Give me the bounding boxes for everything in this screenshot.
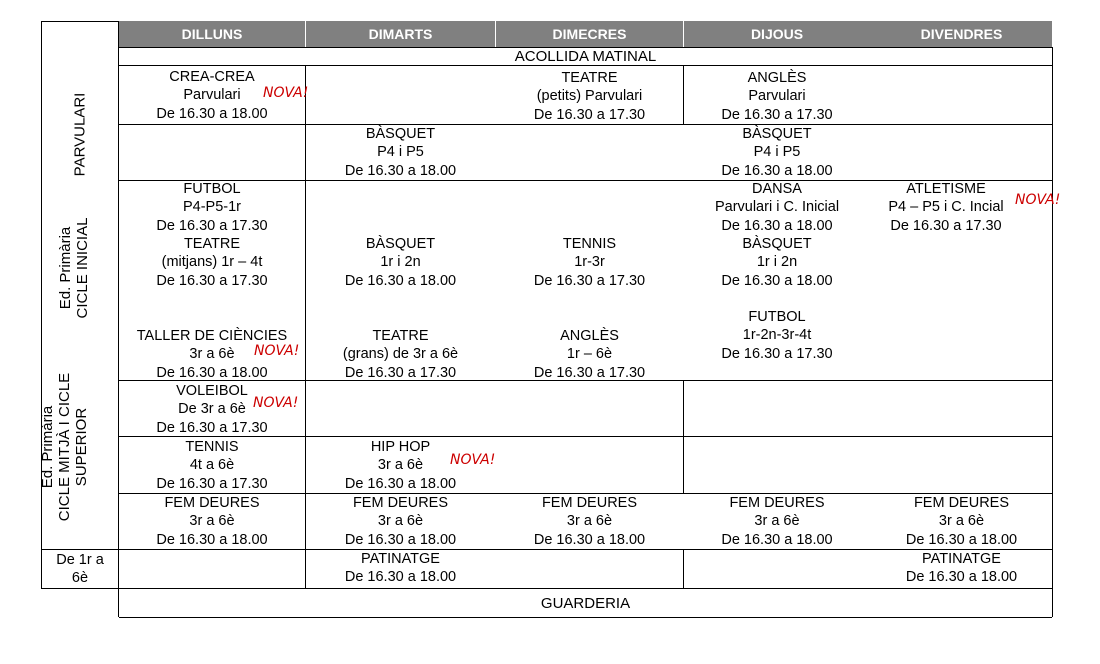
- activity-time: De 16.30 a 18.00: [156, 364, 268, 381]
- activity-time: De 16.30 a 18.00: [344, 475, 457, 492]
- activity-time: De 16.30 a 18.00: [533, 531, 646, 548]
- activity-group: 3r a 6è: [754, 513, 800, 530]
- activity-deures-monday: [119, 494, 305, 549]
- activity-title: TENNIS: [562, 236, 617, 252]
- activity-teatre-mitjans: [119, 235, 305, 290]
- activity-title: VOLEIBOL: [176, 383, 248, 399]
- header-divider: [683, 21, 684, 47]
- new-badge: NOVA!: [1015, 192, 1061, 208]
- activity-time: De 16.30 a 18.00: [721, 162, 833, 179]
- activity-group: 3r a 6è: [938, 513, 985, 530]
- group-label-line: Ed. Primària: [57, 226, 74, 310]
- day-header-friday: DIVENDRES: [920, 26, 1003, 42]
- activity-group: 1r i 2n: [380, 254, 421, 271]
- activity-title: FEM DEURES: [541, 495, 638, 511]
- activity-time: De 16.30 a 17.30: [721, 345, 833, 362]
- activity-group: 3r a 6è: [377, 457, 424, 474]
- activity-time: De 16.30 a 18.00: [156, 531, 268, 548]
- activity-group: 1r-3r: [574, 254, 605, 271]
- activity-time: De 16.30 a 17.30: [156, 419, 268, 436]
- activity-deures-tuesday: [306, 494, 495, 549]
- activity-group: 3r a 6è: [566, 513, 613, 530]
- activity-time: De 16.30 a 17.30: [344, 364, 457, 381]
- grid-line: [1052, 47, 1053, 617]
- activity-teatre-petits: [496, 69, 683, 124]
- activity-title: PATINATGE: [361, 551, 440, 567]
- activity-title: ATLETISME: [906, 181, 986, 197]
- activity-group: 3r a 6è: [189, 346, 235, 363]
- new-badge: NOVA!: [253, 395, 299, 411]
- group-label-line: CICLE MITJÀ I CICLE: [56, 372, 73, 522]
- activity-tennis-1r3r: [496, 235, 683, 290]
- activity-group: 1r-2n-3r-4t: [742, 327, 812, 344]
- activity-time: De 16.30 a 18.00: [344, 162, 457, 179]
- activity-title: TEATRE: [372, 328, 429, 344]
- activity-time: De 16.30 a 18.00: [721, 272, 833, 289]
- grid-line: [683, 549, 684, 589]
- grid-line: [41, 588, 1052, 589]
- activity-group: 4t a 6è: [189, 457, 235, 474]
- new-badge: NOVA!: [450, 452, 496, 468]
- activity-time: De 16.30 a 17.30: [721, 106, 833, 123]
- activity-group: P4 – P5 i C. Incial: [888, 199, 1004, 216]
- activity-title: TENNIS: [185, 439, 239, 455]
- activity-title: FUTBOL: [183, 181, 241, 197]
- activity-tennis-4t6e: [119, 438, 305, 493]
- activity-futbol-monday: [119, 180, 305, 235]
- activity-title: BÀSQUET: [365, 236, 436, 252]
- activity-angles-1r6e: [496, 327, 683, 382]
- activity-time: De 16.30 a 17.30: [156, 475, 268, 492]
- new-badge: NOVA!: [263, 85, 309, 101]
- activity-basquet-p4p5-tuesday: [306, 125, 495, 180]
- activity-atletisme: [860, 180, 1032, 235]
- activity-group: 1r – 6è: [566, 346, 613, 363]
- header-divider: [305, 21, 306, 47]
- group-label-line: 6è: [71, 570, 89, 586]
- group-label-all-grades: [42, 551, 118, 587]
- activity-group: P4 i P5: [377, 144, 424, 161]
- group-label-cicle-inicial: [57, 168, 97, 368]
- activity-basquet-p4p5-thursday: [684, 125, 870, 180]
- activity-time: De 16.30 a 18.00: [344, 272, 457, 289]
- activity-group: 3r a 6è: [189, 513, 235, 530]
- activity-time: De 16.30 a 18.00: [344, 531, 457, 548]
- group-label-line: SUPERIOR: [73, 407, 90, 487]
- activity-teatre-grans: [306, 327, 495, 382]
- activity-deures-friday: [871, 494, 1052, 549]
- header-divider: [495, 21, 496, 47]
- activity-group: Parvulari: [183, 87, 241, 104]
- activity-title: FEM DEURES: [729, 495, 825, 511]
- activity-group: (petits) Parvulari: [536, 88, 643, 105]
- activity-title: BÀSQUET: [365, 126, 436, 142]
- activity-basquet-1r2n-thursday: [684, 235, 870, 290]
- activity-title: FEM DEURES: [164, 495, 260, 511]
- activity-time: De 16.30 a 18.00: [156, 105, 268, 122]
- activity-time: De 16.30 a 17.30: [156, 272, 268, 289]
- activity-time: De 16.30 a 18.00: [905, 569, 1018, 586]
- activity-group: Parvulari: [748, 88, 806, 105]
- activity-group: 3r a 6è: [377, 513, 424, 530]
- activity-deures-wednesday: [496, 494, 683, 549]
- day-header-thursday: DIJOUS: [750, 26, 804, 42]
- activity-group: De 3r a 6è: [178, 401, 246, 418]
- group-label-line: CICLE INICIAL: [74, 217, 91, 319]
- grid-line: [41, 21, 119, 22]
- activity-basquet-1r2n-tuesday: [306, 235, 495, 290]
- activity-dansa: [684, 180, 870, 235]
- activity-futbol-thursday: [684, 308, 870, 363]
- activity-group: Parvulari i C. Inicial: [714, 199, 840, 216]
- activity-group: P4-P5-1r: [182, 199, 242, 216]
- activity-group: (mitjans) 1r – 4t: [161, 254, 263, 271]
- new-badge: NOVA!: [254, 343, 300, 359]
- activity-time: De 16.30 a 17.30: [533, 272, 646, 289]
- activity-title: FEM DEURES: [352, 495, 449, 511]
- group-label-line: De 1r a: [56, 552, 104, 568]
- activity-title: HIP HOP: [370, 439, 431, 455]
- activity-title: ANGLÈS: [747, 70, 807, 86]
- activity-time: De 16.30 a 17.30: [533, 106, 646, 123]
- activity-time: De 16.30 a 18.00: [721, 217, 833, 234]
- activity-time: De 16.30 a 18.00: [344, 569, 457, 586]
- activity-patinatge-tuesday: [306, 550, 495, 587]
- activity-group: 1r i 2n: [756, 254, 798, 271]
- activity-time: De 16.30 a 17.30: [533, 364, 646, 381]
- activity-patinatge-friday: [871, 550, 1052, 587]
- day-header-tuesday: DIMARTS: [368, 26, 433, 42]
- activity-time: De 16.30 a 17.30: [890, 217, 1002, 234]
- activity-group: (grans) de 3r a 6è: [342, 346, 459, 363]
- activity-deures-thursday: [684, 494, 870, 549]
- day-header-wednesday: DIMECRES: [552, 26, 627, 42]
- activity-title: FEM DEURES: [913, 495, 1010, 511]
- activity-time: De 16.30 a 18.00: [721, 531, 833, 548]
- activity-angles-parvulari: [684, 69, 870, 124]
- activity-time: De 16.30 a 17.30: [156, 217, 268, 234]
- grid-line: [119, 124, 1052, 125]
- activity-title: TEATRE: [183, 236, 241, 252]
- activity-time: De 16.30 a 18.00: [905, 531, 1018, 548]
- activity-title: TEATRE: [561, 70, 618, 86]
- day-header-monday: DILLUNS: [181, 26, 243, 42]
- activity-title: TALLER DE CIÈNCIES: [136, 328, 288, 344]
- grid-line: [683, 380, 684, 493]
- morning-care-band: ACOLLIDA MATINAL: [514, 48, 657, 65]
- activity-title: CREA-CREA: [169, 69, 255, 85]
- activity-title: DANSA: [752, 181, 802, 197]
- activity-title: ANGLÈS: [560, 328, 619, 344]
- group-label-line: Ed. Primària: [39, 405, 56, 489]
- daycare-band: GUARDERIA: [540, 595, 631, 612]
- grid-line: [119, 617, 1052, 618]
- group-label-parvulari: PARVULARI: [71, 92, 89, 177]
- group-label-cicle-mitja-superior: [39, 347, 99, 547]
- activity-group: P4 i P5: [753, 144, 801, 161]
- activity-title: FUTBOL: [748, 309, 806, 325]
- activity-title: BÀSQUET: [742, 126, 812, 142]
- activity-title: PATINATGE: [922, 551, 1001, 567]
- activity-title: BÀSQUET: [742, 236, 812, 252]
